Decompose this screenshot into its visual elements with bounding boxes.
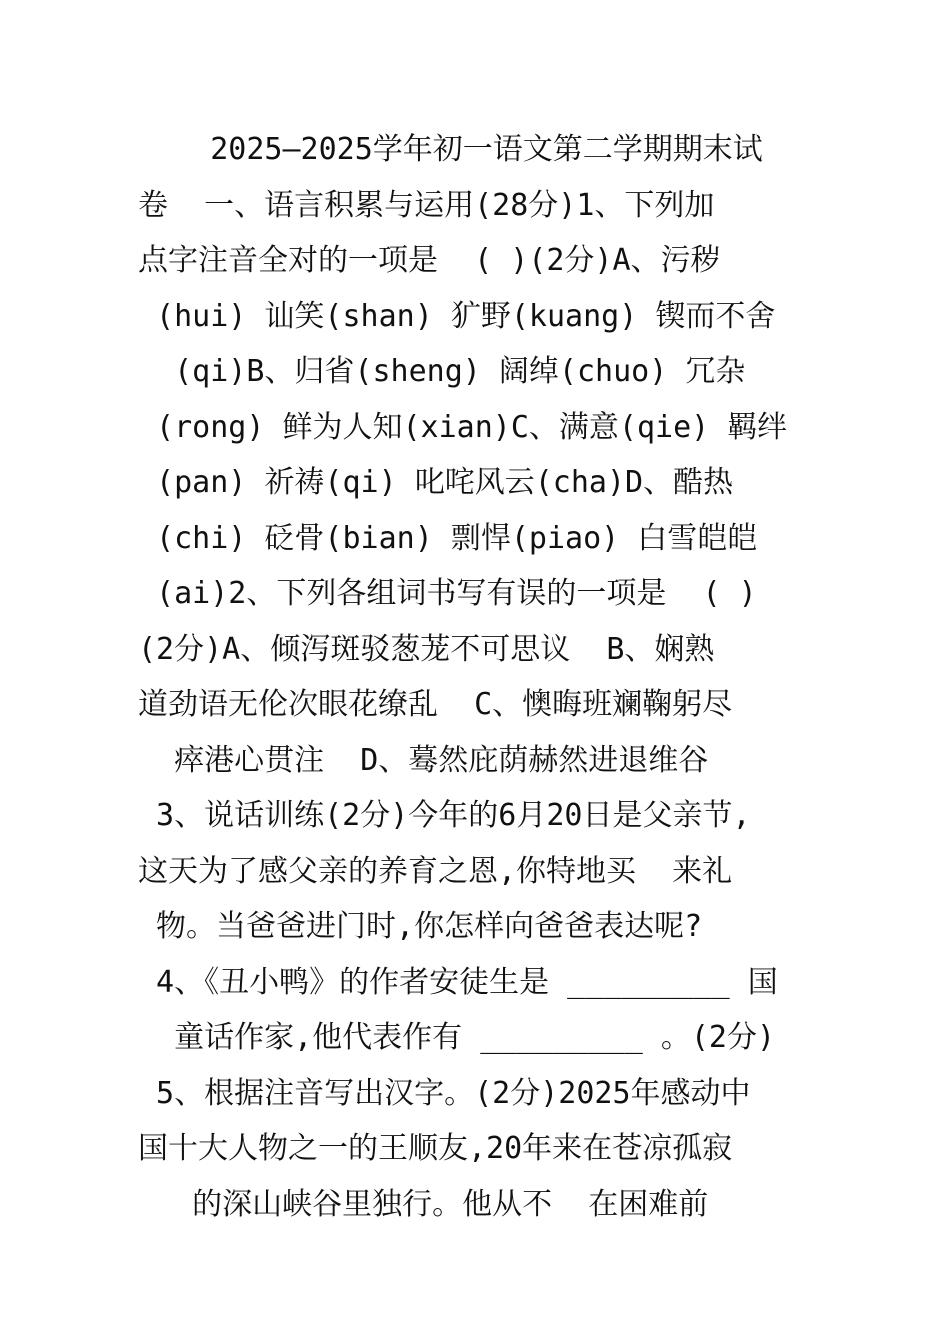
- text-line: 这天为了感父亲的养育之恩,你特地买 来礼: [138, 853, 733, 889]
- text-line: 点字注音全对的一项是 ( )(2分)A、污秽: [138, 243, 721, 278]
- text-line: 3、说话训练(2分)今年的6月20日是父亲节,: [138, 798, 751, 833]
- text-line: (qi)B、归省(sheng) 阔绰(chuo) 冗杂: [138, 354, 746, 389]
- text-line: (chi) 砭骨(bian) 剽悍(piao) 白雪皑皑: [138, 520, 758, 556]
- text-line: 物。当爸爸进门时,你怎样向爸爸表达呢?: [138, 909, 703, 944]
- text-line: (hui) 讪笑(shan) 犷野(kuang) 锲而不舍: [138, 298, 776, 334]
- text-line: 瘁港心贯注 D、蓦然庇荫赫然进退维谷: [138, 742, 709, 778]
- text-line: 道劲语无伦次眼花缭乱 C、懊晦班斓鞠躬尽: [138, 687, 733, 722]
- text-line: (rong) 鲜为人知(xian)C、满意(qie) 羁绊: [138, 409, 788, 445]
- exam-text-body: [138, 122, 828, 1232]
- text-line: 2025—2025学年初一语文第二学期期末试: [138, 132, 763, 167]
- text-line: 4、《丑小鸭》的作者安徒生是 _________ 国: [138, 964, 778, 1000]
- text-line: 卷 一、语言积累与运用(28分)1、下列加: [138, 187, 715, 223]
- text-line: (ai)2、下列各组词书写有误的一项是 ( ): [138, 576, 757, 611]
- text-line: 国十大人物之一的王顺友,20年来在苍凉孤寂: [138, 1131, 733, 1166]
- text-line: 的深山峡谷里独行。他从不 在困难前: [138, 1186, 709, 1222]
- text-line: 5、根据注音写出汉字。(2分)2025年感动中: [138, 1075, 751, 1111]
- text-line: 童话作家,他代表作有 _________ 。(2分): [138, 1020, 776, 1055]
- text-line: (2分)A、倾泻斑驳葱茏不可思议 B、娴熟: [138, 631, 715, 667]
- text-line: (pan) 祈祷(qi) 叱咤风云(cha)D、酷热: [138, 465, 734, 500]
